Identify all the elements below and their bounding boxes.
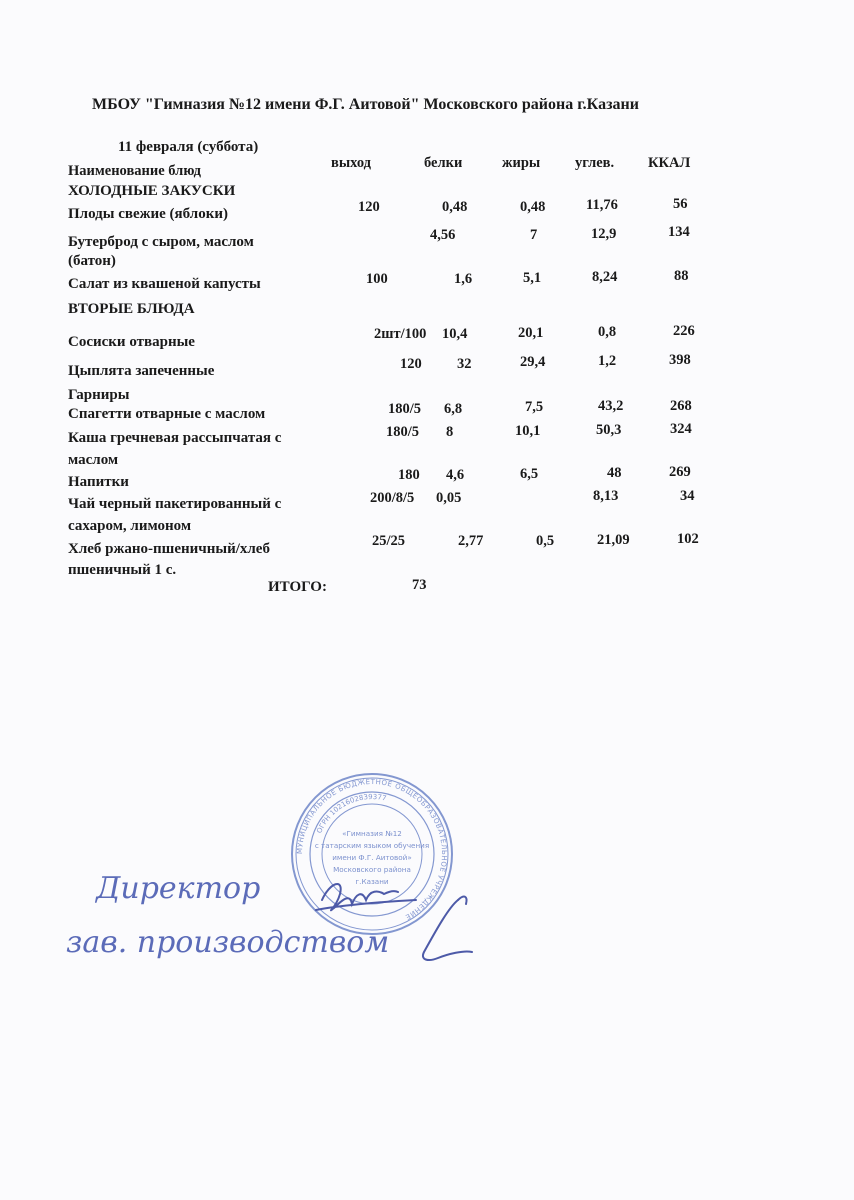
dish-output: 200/8/5 bbox=[370, 490, 415, 506]
dish-fat: 5,1 bbox=[523, 270, 542, 286]
dish-fat: 10,1 bbox=[515, 423, 541, 439]
dish-protein: 4,6 bbox=[446, 467, 465, 483]
dish-name: Спагетти отварные с маслом bbox=[68, 406, 266, 422]
stamp-line: с татарским языком обучения bbox=[314, 841, 430, 850]
dish-kcal: 34 bbox=[680, 488, 695, 504]
dish-name: Цыплята запеченные bbox=[68, 363, 215, 379]
dish-name: Бутерброд с сыром, маслом bbox=[68, 234, 254, 250]
stamp-ogrn: ОГРН 1021602839377 bbox=[315, 792, 388, 835]
col-header-name: Наименование блюд bbox=[68, 163, 201, 179]
col-header-carbs: углев. bbox=[575, 155, 615, 171]
dish-kcal: 102 bbox=[677, 531, 699, 547]
section-cold-appetizers: ХОЛОДНЫЕ ЗАКУСКИ bbox=[68, 183, 236, 199]
dish-name: Чай черный пакетированный с bbox=[68, 496, 282, 512]
dish-protein: 2,77 bbox=[458, 533, 484, 549]
dish-protein: 8 bbox=[446, 424, 454, 440]
dish-output: 25/25 bbox=[372, 533, 406, 549]
dish-kcal: 324 bbox=[670, 421, 692, 437]
total-value: 73 bbox=[412, 577, 427, 593]
dish-protein: 0,05 bbox=[436, 490, 462, 506]
dish-name: Хлеб ржано-пшеничный/хлеб bbox=[68, 541, 270, 557]
stamp-line: г.Казани bbox=[355, 877, 389, 886]
dish-carbs: 8,24 bbox=[592, 269, 618, 285]
dish-protein: 6,8 bbox=[444, 401, 463, 417]
dish-carbs: 1,2 bbox=[598, 353, 617, 369]
signature-block bbox=[60, 860, 490, 970]
dish-kcal: 268 bbox=[670, 398, 692, 414]
col-header-protein: белки bbox=[424, 155, 463, 171]
dish-protein: 10,4 bbox=[442, 326, 468, 342]
dish-output: 2шт/100 bbox=[374, 326, 427, 342]
director-handwritten: Директор bbox=[96, 871, 261, 906]
dish-fat: 0,48 bbox=[520, 199, 546, 215]
dish-name: Салат из квашеной капусты bbox=[68, 276, 261, 292]
dish-fat: 29,4 bbox=[520, 354, 546, 370]
dish-name-cont: маслом bbox=[68, 452, 119, 468]
dish-carbs: 50,3 bbox=[596, 422, 622, 438]
dish-output: 120 bbox=[400, 356, 422, 372]
dish-fat: 0,5 bbox=[536, 533, 555, 549]
dish-name: Плоды свежие (яблоки) bbox=[68, 206, 228, 222]
dish-name-cont: пшеничный 1 с. bbox=[68, 562, 177, 578]
dish-carbs: 43,2 bbox=[598, 398, 624, 414]
dish-kcal: 56 bbox=[673, 196, 688, 212]
stamp-outer-text: МУНИЦИПАЛЬНОЕ БЮДЖЕТНОЕ ОБЩЕОБРАЗОВАТЕЛЬНОЕ УЧРЕЖДЕНИЕ bbox=[295, 777, 449, 922]
document-title: МБОУ "Гимназия №12 имени Ф.Г. Аитовой" Московского района г.Казани bbox=[92, 96, 639, 113]
stamp-line: имени Ф.Г. Аитовой» bbox=[332, 853, 412, 862]
dish-fat: 20,1 bbox=[518, 325, 544, 341]
total-label: ИТОГО: bbox=[268, 579, 327, 595]
dish-protein: 1,6 bbox=[454, 271, 473, 287]
dish-output: 180 bbox=[398, 467, 420, 483]
section-sides: Гарниры bbox=[68, 387, 130, 403]
dish-kcal: 88 bbox=[674, 268, 689, 284]
stamp-line: «Гимназия №12 bbox=[342, 829, 402, 838]
dish-protein: 32 bbox=[457, 356, 472, 372]
dish-output: 180/5 bbox=[386, 424, 420, 440]
dish-output: 100 bbox=[366, 271, 388, 287]
dish-carbs: 0,8 bbox=[598, 324, 617, 340]
col-header-output: выход bbox=[331, 155, 372, 171]
dish-protein: 4,56 bbox=[430, 227, 456, 243]
dish-fat: 6,5 bbox=[520, 466, 539, 482]
dish-carbs: 8,13 bbox=[593, 488, 619, 504]
dish-protein: 0,48 bbox=[442, 199, 468, 215]
col-header-kcal: ККАЛ bbox=[648, 155, 691, 171]
section-drinks: Напитки bbox=[68, 474, 129, 490]
dish-carbs: 11,76 bbox=[586, 197, 618, 213]
dish-name: Сосиски отварные bbox=[68, 334, 195, 350]
dish-output: 120 bbox=[358, 199, 380, 215]
dish-carbs: 12,9 bbox=[591, 226, 617, 242]
dish-kcal: 269 bbox=[669, 464, 691, 480]
dish-output: 180/5 bbox=[388, 401, 422, 417]
dish-fat: 7,5 bbox=[525, 399, 544, 415]
stamp-line: Московского района bbox=[333, 865, 411, 874]
dish-name-cont: сахаром, лимоном bbox=[68, 518, 192, 534]
dish-name-cont: (батон) bbox=[68, 253, 116, 269]
menu-date: 11 февраля (суббота) bbox=[118, 139, 259, 155]
dish-kcal: 134 bbox=[668, 224, 690, 240]
dish-kcal: 226 bbox=[673, 323, 695, 339]
dish-carbs: 48 bbox=[607, 465, 622, 481]
col-header-fat: жиры bbox=[502, 155, 541, 171]
production-head-handwritten: зав. производством bbox=[66, 925, 390, 960]
dish-kcal: 398 bbox=[669, 352, 691, 368]
dish-carbs: 21,09 bbox=[597, 532, 630, 548]
dish-fat: 7 bbox=[530, 227, 538, 243]
section-second-courses: ВТОРЫЕ БЛЮДА bbox=[68, 301, 195, 317]
dish-name: Каша гречневая рассыпчатая с bbox=[68, 430, 282, 446]
